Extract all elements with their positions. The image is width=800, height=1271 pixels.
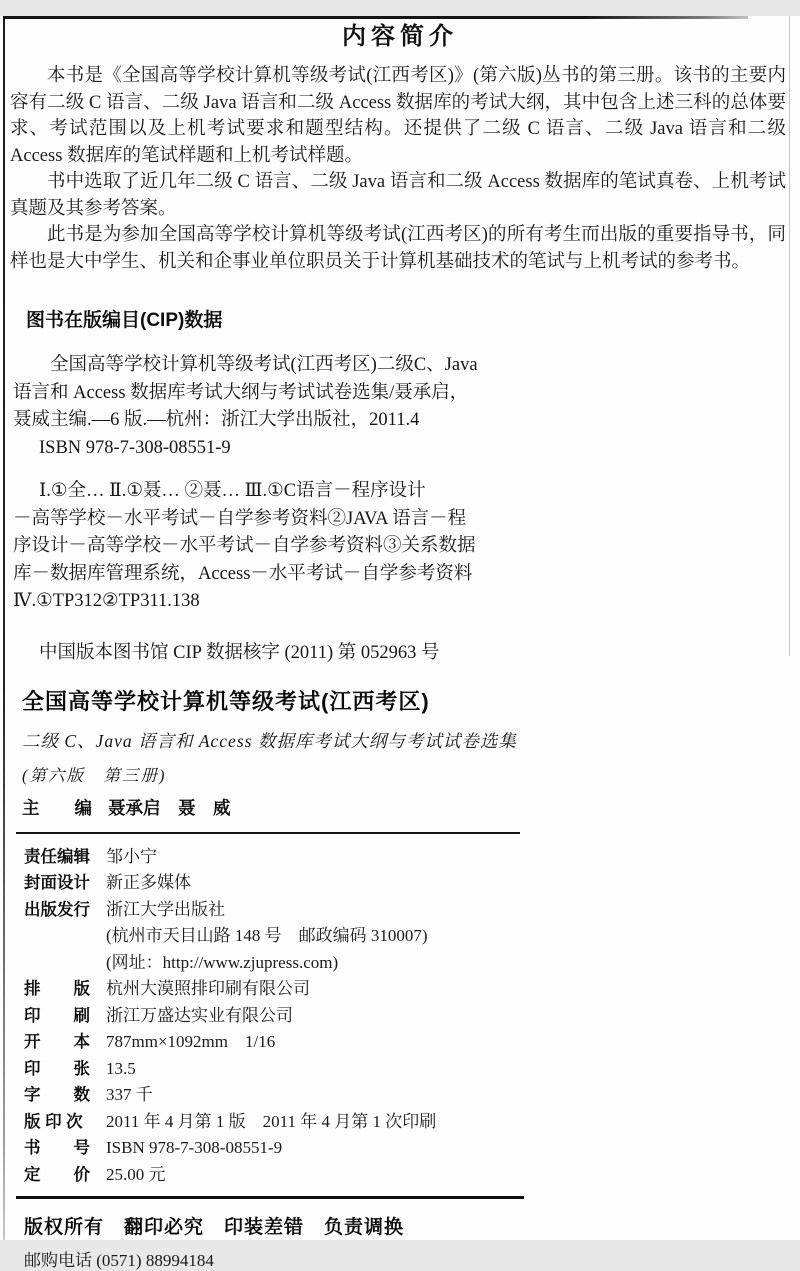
row-label: 出版发行 bbox=[24, 900, 90, 919]
copyright-notice: 版权所有 翻印必究 印装差错 负责调换 bbox=[24, 1217, 405, 1238]
row-label: 字 数 bbox=[24, 1086, 90, 1104]
colophon-row bbox=[24, 897, 800, 924]
book-editors-line bbox=[22, 795, 800, 820]
colophon-row bbox=[24, 1082, 800, 1109]
colophon-row bbox=[24, 1029, 800, 1056]
book-title: 全国高等学校计算机等级考试(江西考区) bbox=[22, 688, 430, 714]
row-value: 787mm×1092mm 1/16 bbox=[106, 1032, 276, 1051]
cip-class-line: Ⅳ.①TP312②TP311.138 bbox=[13, 591, 200, 611]
row-value: (网址：http://www.zjupress.com) bbox=[106, 952, 339, 972]
colophon-row bbox=[24, 923, 800, 950]
row-label: 版 印 次 bbox=[24, 1112, 83, 1131]
scan-border-right bbox=[789, 16, 790, 656]
publication-details bbox=[24, 844, 800, 1189]
cip-record-line: 聂威主编.—6 版.—杭州：浙江大学出版社，2011.4 bbox=[13, 410, 420, 430]
cip-registration: 中国版本图书馆 CIP 数据核字 (2011) 第 052963 号 bbox=[39, 642, 440, 663]
divider-rule-bottom bbox=[16, 1196, 524, 1199]
colophon-row bbox=[24, 844, 800, 871]
row-label: 排 版 bbox=[24, 980, 90, 998]
cip-class-line: －高等学校－水平考试－自学参考资料②JAVA 语言－程 bbox=[13, 508, 467, 529]
cip-record-block bbox=[13, 352, 513, 462]
book-subtitle: 二级 C、Java 语言和 Access 数据库考试大纲与考试试卷选集 bbox=[22, 730, 517, 751]
colophon-row bbox=[24, 976, 800, 1003]
cip-record-line: 全国高等学校计算机等级考试(江西考区)二级C、Java bbox=[50, 355, 478, 375]
scan-border-top bbox=[3, 16, 748, 19]
row-value: 浙江大学出版社 bbox=[106, 899, 225, 919]
row-value: 浙江万盛达实业有限公司 bbox=[106, 1005, 293, 1025]
editor-label: 主 编 bbox=[22, 797, 92, 818]
colophon-row bbox=[24, 1056, 800, 1083]
row-value: ISBN 978-7-308-08551-9 bbox=[106, 1138, 283, 1157]
row-label: 开 本 bbox=[24, 1033, 90, 1051]
colophon-row bbox=[24, 870, 800, 897]
row-value: 杭州大漠照排印刷有限公司 bbox=[106, 979, 310, 998]
intro-paragraph-3: 此书是为参加全国高等学校计算机等级考试(江西考区)的所有考生而出版的重要指导书，同样也是大中学生、机关和企事业单位职员关于计算机基础技术的笔试与上机考试的参考书。 bbox=[10, 225, 786, 272]
row-value: 13.5 bbox=[106, 1058, 136, 1078]
row-label: 责任编辑 bbox=[24, 847, 90, 866]
cip-class-line: 序设计－高等学校－水平考试－自学参考资料③关系数据 bbox=[13, 536, 476, 556]
divider-rule-top bbox=[16, 832, 520, 834]
row-label: 定 价 bbox=[24, 1165, 90, 1184]
cip-class-line: Ⅰ.①全… Ⅱ.①聂… ②聂… Ⅲ.①C语言－程序设计 bbox=[39, 481, 426, 501]
row-value: 邹小宁 bbox=[106, 846, 157, 866]
colophon-row bbox=[24, 1162, 800, 1189]
cip-class-line: 库－数据库管理系统，Access－水平考试－自学参考资料 bbox=[13, 563, 473, 584]
scan-border-left bbox=[3, 16, 5, 1240]
book-edition: (第六版 第三册) bbox=[22, 765, 167, 785]
cip-isbn-line: ISBN 978-7-308-08551-9 bbox=[39, 437, 231, 458]
row-label: 封面设计 bbox=[24, 874, 90, 892]
cip-heading: 图书在版编目(CIP)数据 bbox=[26, 310, 223, 331]
row-label: 印 刷 bbox=[24, 1006, 90, 1025]
colophon-row bbox=[24, 1003, 800, 1030]
row-value: 25.00 元 bbox=[106, 1164, 166, 1184]
intro-paragraph-1: 本书是《全国高等学校计算机等级考试(江西考区)》(第六版)丛书的第三册。该书的主要内容有二级 C 语言、二级 Java 语言和二级 Access 数据库的考试大纲，其中包含上述三科的总体要求、考试范围以及上机考试要求和题型结构。还提供了二级 C 语言、二级 Java 语言和二级 Access 数据库的笔试样题和上机考试样题。 bbox=[10, 66, 786, 166]
intro-section bbox=[10, 63, 786, 275]
cip-record-line: 语言和 Access 数据库考试大纲与考试试卷选集/聂承启， bbox=[13, 382, 469, 403]
row-label: 印 张 bbox=[24, 1059, 90, 1078]
row-value: 337 千 bbox=[106, 1085, 153, 1104]
row-value: (杭州市天目山路 148 号 邮政编码 310007) bbox=[106, 926, 428, 945]
editor-names: 聂承启 聂 威 bbox=[108, 797, 231, 818]
mail-order-phone: 邮购电话 (0571) 88994184 bbox=[24, 1251, 214, 1270]
colophon-row bbox=[24, 950, 800, 977]
copyright-page bbox=[0, 16, 800, 1270]
row-value: 新正多媒体 bbox=[106, 873, 191, 892]
intro-paragraph-2: 书中选取了近几年二级 C 语言、二级 Java 语言和二级 Access 数据库的笔试真卷、上机考试真题及其参考答案。 bbox=[10, 172, 786, 219]
colophon-row bbox=[24, 1135, 800, 1162]
row-label: 书 号 bbox=[24, 1139, 90, 1157]
intro-title: 内容简介 bbox=[342, 23, 458, 50]
book-title-block bbox=[22, 685, 800, 820]
row-value: 2011 年 4 月第 1 版 2011 年 4 月第 1 次印刷 bbox=[106, 1111, 437, 1131]
colophon-row bbox=[24, 1109, 800, 1136]
cip-classification-block bbox=[13, 478, 513, 616]
